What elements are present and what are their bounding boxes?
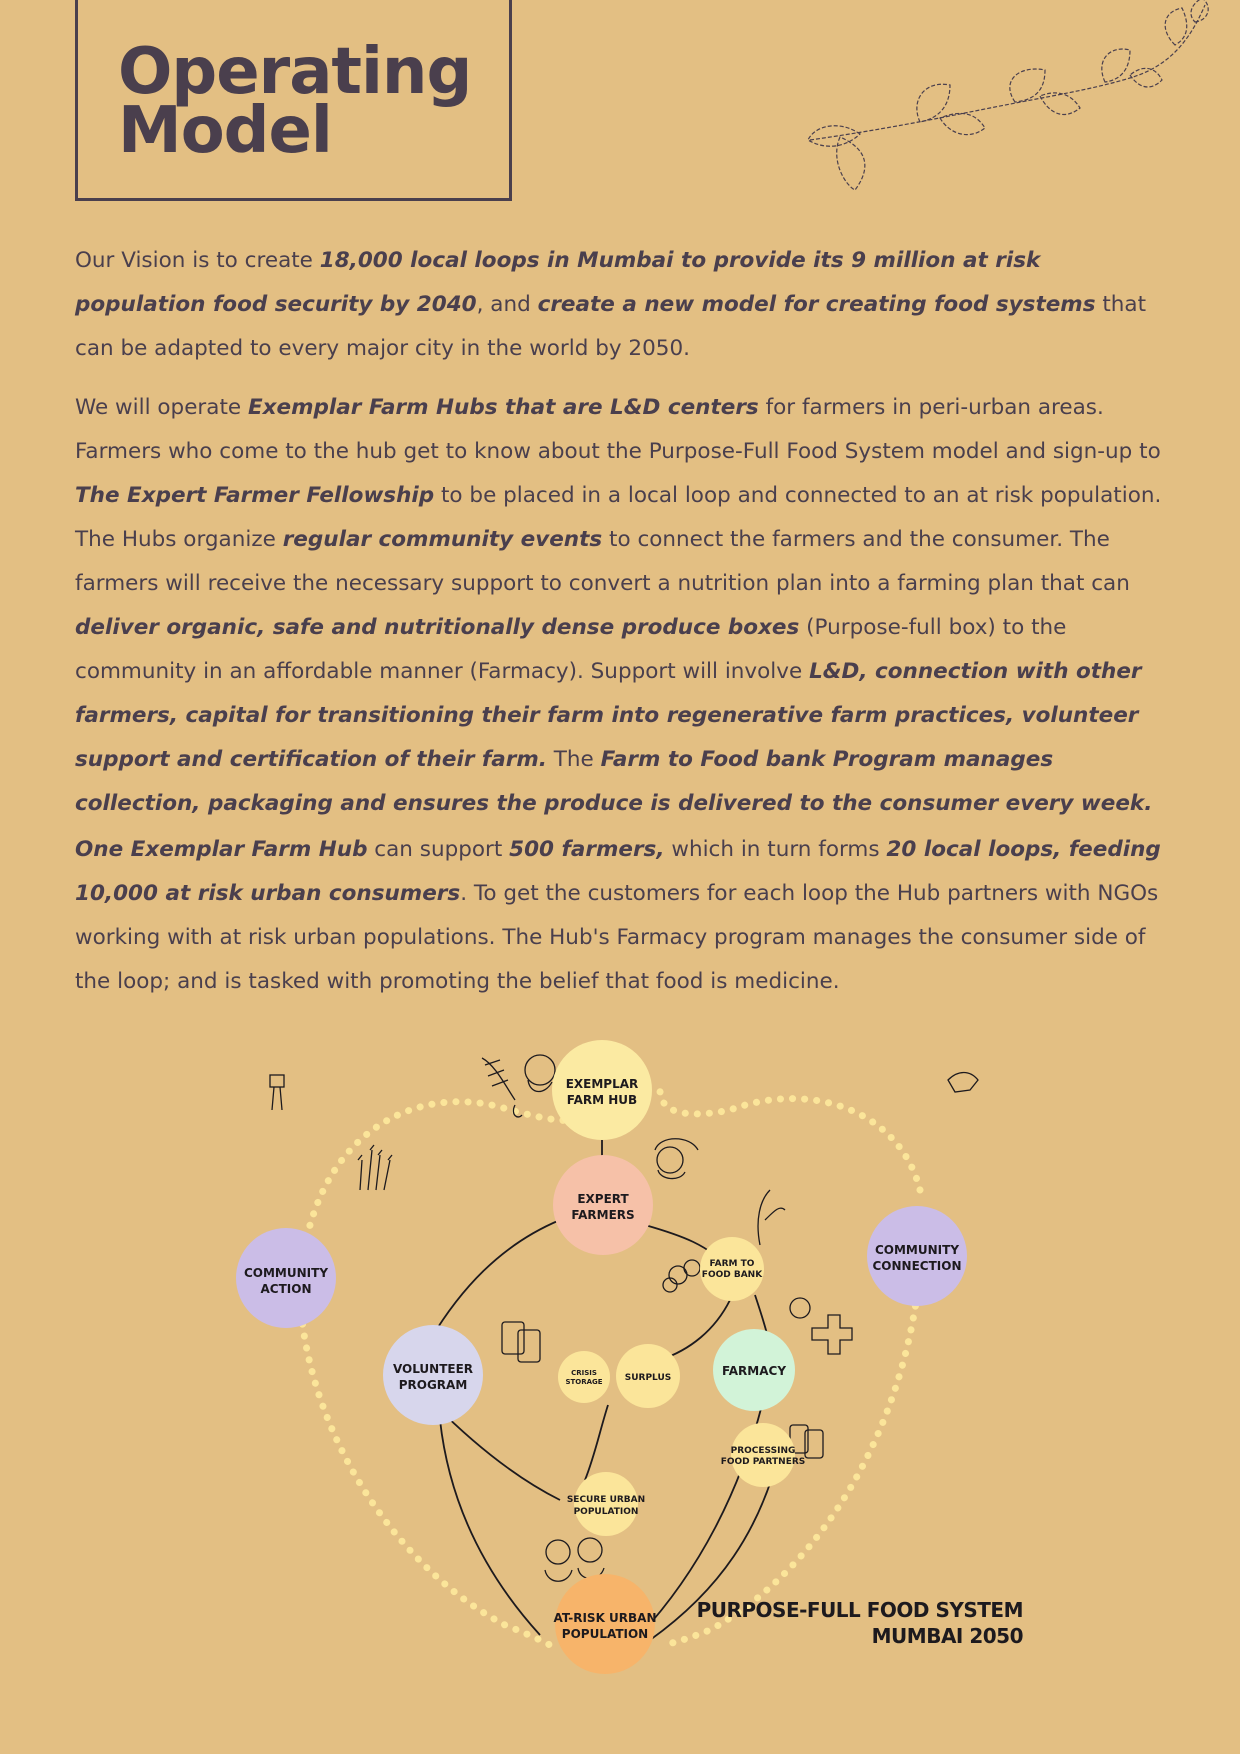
node-label: CONNECTION (872, 1259, 962, 1273)
node-exemplar-farm-hub (552, 1040, 652, 1140)
node-label: FARM HUB (566, 1093, 638, 1107)
body-text: (Purpose-full box) to the community in an affordable manner (Farmacy). Support will involve (75, 615, 1067, 684)
emphasis-text: create a new model for creating food systems (537, 292, 1096, 317)
emphasis-text: regular community events (282, 527, 603, 552)
corn-plant-icon (758, 1190, 785, 1245)
node-processing-food-partners (721, 1423, 806, 1487)
node-crisis-storage (558, 1351, 610, 1403)
page-title (118, 35, 472, 168)
node-label: CRISIS (571, 1369, 597, 1377)
paragraph-hub-capacity (75, 828, 1165, 1004)
node-label: COMMUNITY (874, 1243, 960, 1257)
node-label: SURPLUS (624, 1373, 672, 1383)
node-community-connection (867, 1206, 967, 1306)
leaf-vine-icon (800, 0, 1210, 200)
paragraph-vision (75, 239, 1165, 371)
paragraph-operations (75, 386, 1165, 826)
two-people-icon (545, 1538, 604, 1581)
vision-paragraph (75, 239, 1165, 371)
body-text: to connect the farmers and the consumer. The farmers will receive the necessary support to convert a nutrition plan into a farming plan that can (75, 527, 1130, 596)
node-community-action (236, 1228, 336, 1328)
node-label: VOLUNTEER (392, 1362, 474, 1376)
handshake-icon (948, 1073, 978, 1093)
node-label: POPULATION (573, 1507, 639, 1517)
node-surplus (616, 1344, 680, 1408)
body-text: We will operate (75, 395, 248, 420)
body-text: , and (476, 292, 538, 317)
node-label: EXPERT (577, 1192, 629, 1206)
emphasis-text: One Exemplar Farm Hub (75, 837, 368, 862)
node-secure-urban-population (567, 1472, 645, 1536)
node-volunteer-program (383, 1325, 483, 1425)
node-label: AT-RISK URBAN (553, 1611, 657, 1625)
node-label: FOOD PARTNERS (720, 1457, 806, 1467)
raised-hands-icon (358, 1145, 392, 1190)
node-label: COMMUNITY (243, 1266, 329, 1280)
produce-basket-icon (663, 1260, 700, 1292)
caption-line-2: MUMBAI 2050 (871, 1624, 1023, 1648)
diagram-caption (697, 1597, 1023, 1649)
node-label: FARMERS (571, 1208, 635, 1222)
emphasis-text: The Expert Farmer Fellowship (75, 483, 435, 508)
node-label: PROGRAM (398, 1378, 468, 1392)
node-label: PROCESSING (730, 1446, 796, 1456)
node-label: ACTION (260, 1282, 312, 1296)
node-circle (700, 1237, 764, 1301)
body-text: can support (367, 837, 510, 862)
operations-paragraph (75, 386, 1165, 826)
hub-capacity-paragraph (75, 828, 1165, 1004)
node-farm-to-food-bank (700, 1237, 764, 1301)
emphasis-text: Exemplar Farm Hubs that are L&D centers (247, 395, 759, 420)
emphasis-text: 20 local loops, feeding 10,000 at risk urban consumers (75, 837, 1161, 906)
dotted-loop-left (300, 1055, 595, 1285)
node-label: EXEMPLAR (565, 1077, 639, 1091)
node-farmacy (713, 1329, 795, 1411)
title-line-2: Model (118, 94, 332, 168)
body-text: to be placed in a local loop and connected to an at risk population. The Hubs organize (75, 483, 1162, 552)
pharmacist-icon (790, 1298, 852, 1354)
node-label: POPULATION (561, 1627, 649, 1641)
body-text: The (546, 747, 601, 772)
woman-farmer-icon (655, 1139, 698, 1179)
node-label: FOOD BANK (701, 1270, 763, 1280)
emphasis-text: 500 farmers, (509, 837, 665, 862)
node-label: STORAGE (565, 1378, 603, 1386)
title-line-1: Operating (118, 35, 472, 109)
node-at-risk-urban-population (553, 1574, 656, 1674)
emphasis-text: deliver organic, safe and nutritionally dense produce boxes (75, 615, 800, 640)
node-label: SECURE URBAN (566, 1495, 646, 1505)
emphasis-text: 18,000 local loops in Mumbai to provide its 9 million at risk population food security by 2040 (75, 248, 1041, 317)
node-expert-farmers (553, 1155, 653, 1255)
raised-fist-icon (270, 1075, 284, 1110)
body-text: Our Vision is to create (75, 248, 320, 273)
emphasis-text: Farm to Food bank Program manages collection, packaging and ensures the produce is delivered to the consumer every week. (75, 747, 1153, 816)
node-label: FARM TO (709, 1259, 755, 1269)
body-text: for farmers in peri-urban areas. Farmers who come to the hub get to know about the Purpose-Full Food System model and sign-up to (75, 395, 1161, 464)
storage-jars-icon (502, 1322, 540, 1362)
body-text: that can be adapted to every major city in the world by 2050. (75, 292, 1147, 361)
dotted-loop-right (660, 1090, 920, 1190)
title-box (75, 0, 512, 201)
body-text: . To get the customers for each loop the Hub partners with NGOs working with at risk urban populations. The Hub's Farmacy program manages the consumer side of the loop; and is tasked with promoting the belief that food is medicine. (75, 881, 1159, 994)
body-text: which in turn forms (664, 837, 887, 862)
emphasis-text: L&D, connection with other farmers, capital for transitioning their farm into regenerative farm practices, volunteer support and certification of their farm. (75, 659, 1142, 772)
caption-line-1: PURPOSE-FULL FOOD SYSTEM (696, 1598, 1023, 1622)
node-label: FARMACY (721, 1364, 787, 1378)
node-circle (558, 1351, 610, 1403)
